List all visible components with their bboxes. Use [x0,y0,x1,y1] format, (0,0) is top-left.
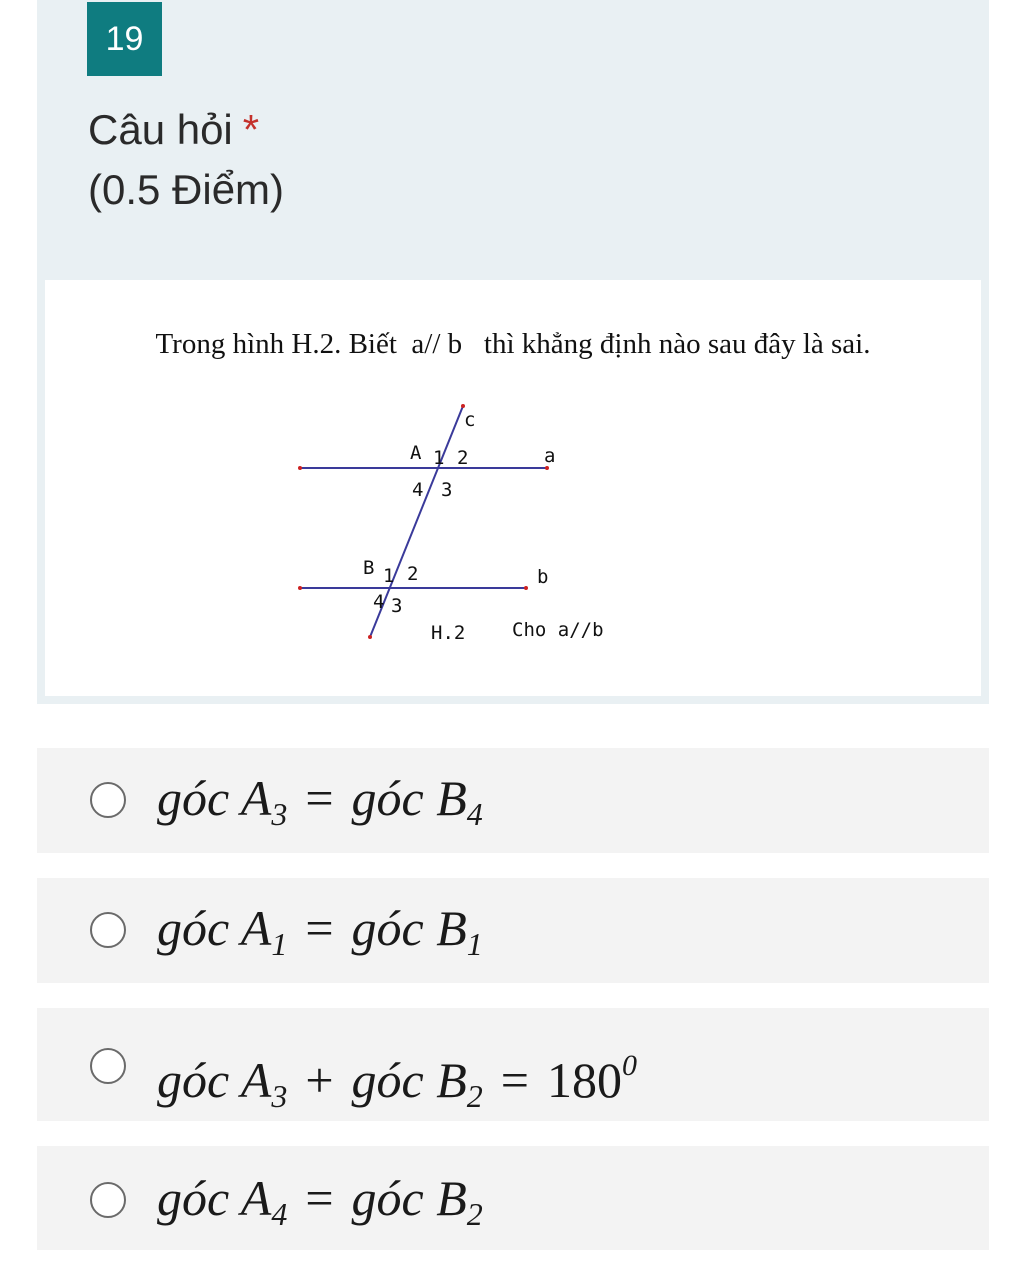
option-4-radio[interactable] [90,1182,126,1218]
required-asterisk: * [242,106,260,153]
figure-given: Cho a//b [512,619,604,641]
line-c-endpoint-top [461,404,465,408]
label-a: a [544,445,556,467]
option-2[interactable] [37,878,989,983]
question-title-text: Câu hỏi [88,106,233,153]
label-B4: 4 [373,591,385,613]
question-number-badge: 19 [87,2,162,76]
label-B3: 3 [391,595,403,617]
option-1[interactable] [37,748,989,853]
question-card [37,0,989,704]
label-A4: 4 [412,479,424,501]
label-A3: 3 [441,479,453,501]
option-3-label[interactable]: góc $A_3$ + góc $B_2 = 180^0$ [157,1049,637,1114]
question-points: (0.5 Điểm) [88,166,285,213]
geometry-figure [45,280,981,696]
line-a-endpoint-left [298,466,302,470]
option-3[interactable] [37,1008,989,1121]
line-b-endpoint-left [298,586,302,590]
option-1-radio[interactable] [90,782,126,818]
line-b-endpoint-right [524,586,528,590]
option-1-label[interactable]: góc $A_3$ = góc $B_4$ [157,770,483,832]
question-prompt: Trong hình H.2. Biết a// b thì khẳng định nào sau đây là sai. [155,328,871,360]
figure-caption: H.2 [431,622,466,644]
question-title [88,104,259,156]
label-A1: 1 [433,447,445,469]
label-A2: 2 [457,447,469,469]
option-2-label[interactable]: góc $A_1$ = góc $B_1$ [157,900,483,962]
question-image [45,280,981,696]
label-B1: 1 [383,565,395,587]
option-3-radio[interactable] [90,1048,126,1084]
option-2-radio[interactable] [90,912,126,948]
label-point-A: A [410,442,422,464]
label-point-B: B [363,557,375,579]
label-b: b [537,566,549,588]
option-4[interactable] [37,1146,989,1250]
option-4-label[interactable]: góc $A_4$ = góc $B_2$ [157,1170,483,1232]
label-c: c [464,409,476,431]
label-B2: 2 [407,563,419,585]
line-c-endpoint-bottom [368,635,372,639]
